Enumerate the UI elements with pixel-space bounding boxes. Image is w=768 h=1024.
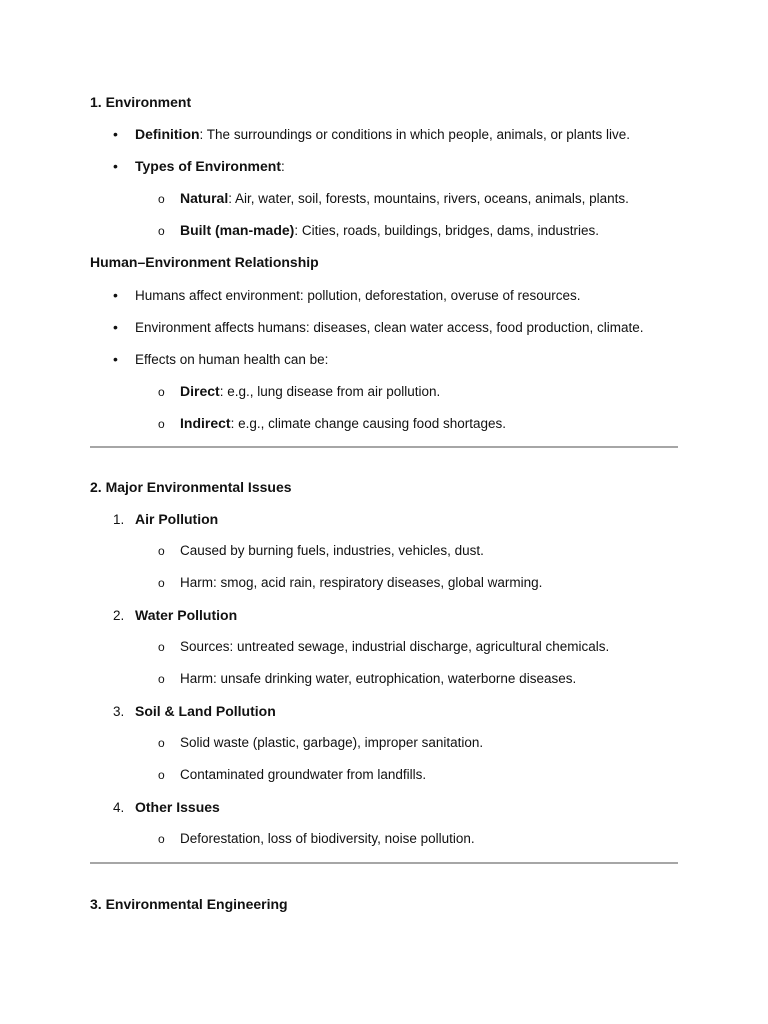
sub-item xyxy=(158,573,768,593)
item-text: Harm: unsafe drinking water, eutrophication, waterborne diseases. xyxy=(180,671,577,686)
list-item xyxy=(113,285,768,305)
sub-item xyxy=(158,669,768,689)
sub-marker: o xyxy=(158,736,165,750)
number-marker: 4. xyxy=(113,800,125,815)
numbered-item-soil-land-pollution xyxy=(113,701,768,721)
issue-title: Water Pollution xyxy=(135,607,238,623)
sub-marker: o xyxy=(158,640,165,654)
issue-title: Other Issues xyxy=(135,799,220,815)
sub-item xyxy=(158,541,768,561)
numbered-item-other-issues xyxy=(113,797,768,817)
sub-item xyxy=(158,765,768,785)
item-text: Deforestation, loss of biodiversity, noise pollution. xyxy=(180,831,475,846)
item-text: Humans affect environment: pollution, deforestation, overuse of resources. xyxy=(135,288,581,303)
item-text: Sources: untreated sewage, industrial discharge, agricultural chemicals. xyxy=(180,639,610,654)
list-item-definition xyxy=(113,124,768,144)
numbered-item-air-pollution xyxy=(113,509,768,529)
list-item xyxy=(113,349,768,369)
item-text: Effects on human health can be: xyxy=(135,352,329,367)
sub-item-natural xyxy=(158,188,768,208)
item-text: Caused by burning fuels, industries, vehicles, dust. xyxy=(180,543,484,558)
issue-title: Soil & Land Pollution xyxy=(135,703,276,719)
term-label: Built (man-made) xyxy=(180,222,295,238)
term-label: Direct xyxy=(180,383,220,399)
section-heading-issues: 2. Major Environmental Issues xyxy=(90,479,292,495)
sub-item-built xyxy=(158,220,768,240)
bullet-marker: • xyxy=(113,287,118,303)
item-text: Harm: smog, acid rain, respiratory diseases, global warming. xyxy=(180,575,543,590)
term-text: : The surroundings or conditions in which people, animals, or plants live. xyxy=(199,127,631,142)
bullet-marker: • xyxy=(113,158,118,174)
term-text: : xyxy=(280,159,285,174)
sub-item xyxy=(158,733,768,753)
list-item xyxy=(113,317,768,337)
term-text: : Cities, roads, buildings, bridges, dams, industries. xyxy=(294,223,599,238)
term-label: Definition xyxy=(135,126,200,142)
term-label: Natural xyxy=(180,190,229,206)
horizontal-divider xyxy=(90,446,678,448)
horizontal-divider xyxy=(90,862,678,864)
list-item-types xyxy=(113,156,768,176)
sub-marker: o xyxy=(158,832,165,846)
term-label: Types of Environment xyxy=(135,158,281,174)
item-text: Environment affects humans: diseases, clean water access, food production, climate. xyxy=(135,320,644,335)
term-text: : e.g., climate change causing food shortages. xyxy=(230,416,506,431)
sub-marker: o xyxy=(158,417,165,431)
sub-marker: o xyxy=(158,224,165,238)
item-text: Solid waste (plastic, garbage), improper sanitation. xyxy=(180,735,484,750)
term-text: : Air, water, soil, forests, mountains, rivers, oceans, animals, plants. xyxy=(228,191,629,206)
bullet-marker: • xyxy=(113,126,118,142)
sub-marker: o xyxy=(158,768,165,782)
numbered-item-water-pollution xyxy=(113,605,768,625)
sub-item-direct xyxy=(158,381,768,401)
sub-marker: o xyxy=(158,385,165,399)
term-label: Indirect xyxy=(180,415,231,431)
sub-marker: o xyxy=(158,576,165,590)
sub-marker: o xyxy=(158,672,165,686)
sub-item xyxy=(158,829,768,849)
number-marker: 2. xyxy=(113,608,125,623)
sub-item-indirect xyxy=(158,413,768,433)
section-heading-engineering: 3. Environmental Engineering xyxy=(90,896,288,912)
term-text: : e.g., lung disease from air pollution. xyxy=(219,384,441,399)
section-heading-environment: 1. Environment xyxy=(90,94,192,110)
issue-title: Air Pollution xyxy=(135,511,219,527)
sub-marker: o xyxy=(158,192,165,206)
sub-marker: o xyxy=(158,544,165,558)
item-text: Contaminated groundwater from landfills. xyxy=(180,767,427,782)
number-marker: 1. xyxy=(113,512,125,527)
sub-item xyxy=(158,637,768,657)
section-heading-relationship: Human–Environment Relationship xyxy=(90,254,319,270)
number-marker: 3. xyxy=(113,704,125,719)
bullet-marker: • xyxy=(113,351,118,367)
bullet-marker: • xyxy=(113,319,118,335)
